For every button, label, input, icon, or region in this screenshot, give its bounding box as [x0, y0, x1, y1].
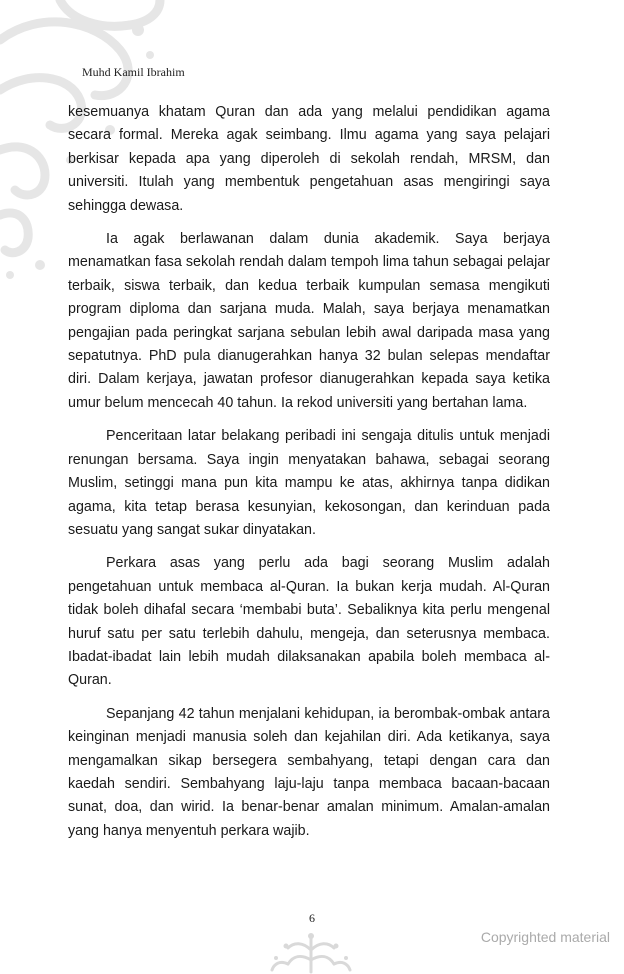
- page-number: 6: [309, 911, 315, 925]
- body-text: [68, 101, 550, 843]
- paragraph: Penceritaan latar belakang peribadi ini sengaja ditulis untuk menjadi renungan bersama. Saya ingin menyatakan bahawa, sebagai seorang Muslim, setinggi mana pun kita mampu ke atas, akhirnya tanpa didikan agama, kita tetap berasa kesunyian, kekosongan, dan kerinduan pada sesuatu yang sangat sukar dinyatakan.: [68, 428, 550, 538]
- copyright-watermark: Copyrighted material: [480, 929, 610, 945]
- paragraph: kesemuanya khatam Quran dan ada yang melalui pendidikan agama secara formal. Mereka agak seimbang. Ilmu agama yang saya pelajari berkisar kepada apa yang diperoleh di sekolah rendah, MRSM, dan universiti. Itulah yang membentuk pengetahuan asas mengiringi saya sehingga dewasa.: [68, 104, 550, 214]
- paragraph: Ia agak berlawanan dalam dunia akademik. Saya berjaya menamatkan fasa sekolah rendah dalam tempoh lima tahun sebagai pelajar terbaik, siswa terbaik, dan kedua terbaik kumpulan semasa mengikuti program diploma dan sarjana muda. Malah, saya berjaya menamatkan pengajian pada peringkat sarjana sebulan lebih awal daripada masa yang sepatutnya. PhD pula dianugerahkan hanya 32 bulan selepas mendaftar diri. Dalam kerjaya, jawatan profesor dianugerahkan kepada saya ketika umur belum mencecah 40 tahun. Ia rekod universiti yang bertahan lama.: [68, 231, 550, 411]
- paragraph: Sepanjang 42 tahun menjalani kehidupan, ia berombak-ombak antara keinginan menjadi manusia soleh dan kejahilan diri. Ada ketikanya, saya mengamalkan sikap bersegera sembahyang, tetapi dengan cara dan kaedah sendiri. Sembahyang laju-laju tanpa membaca bacaan-bacaan sunat, doa, dan wirid. Ia benar-benar amalan minimum. Amalan-amalan yang hanya menyentuh perkara wajib.: [68, 705, 550, 839]
- paragraph: Perkara asas yang perlu ada bagi seorang Muslim adalah pengetahuan untuk membaca al-Quran. Ia bukan kerja mudah. Al-Quran tidak boleh dihafal secara ‘membabi buta’. Sebaliknya kita perlu mengenal huruf satu per satu terlebih dahulu, mengeja, dan seterusnya membaca. Ibadat-ibadat lain lebih mudah dilaksanakan apabila boleh membaca al-Quran.: [68, 555, 550, 689]
- running-header-author: Muhd Kamil Ibrahim: [82, 65, 185, 79]
- footer-ornament-icon: [268, 930, 354, 974]
